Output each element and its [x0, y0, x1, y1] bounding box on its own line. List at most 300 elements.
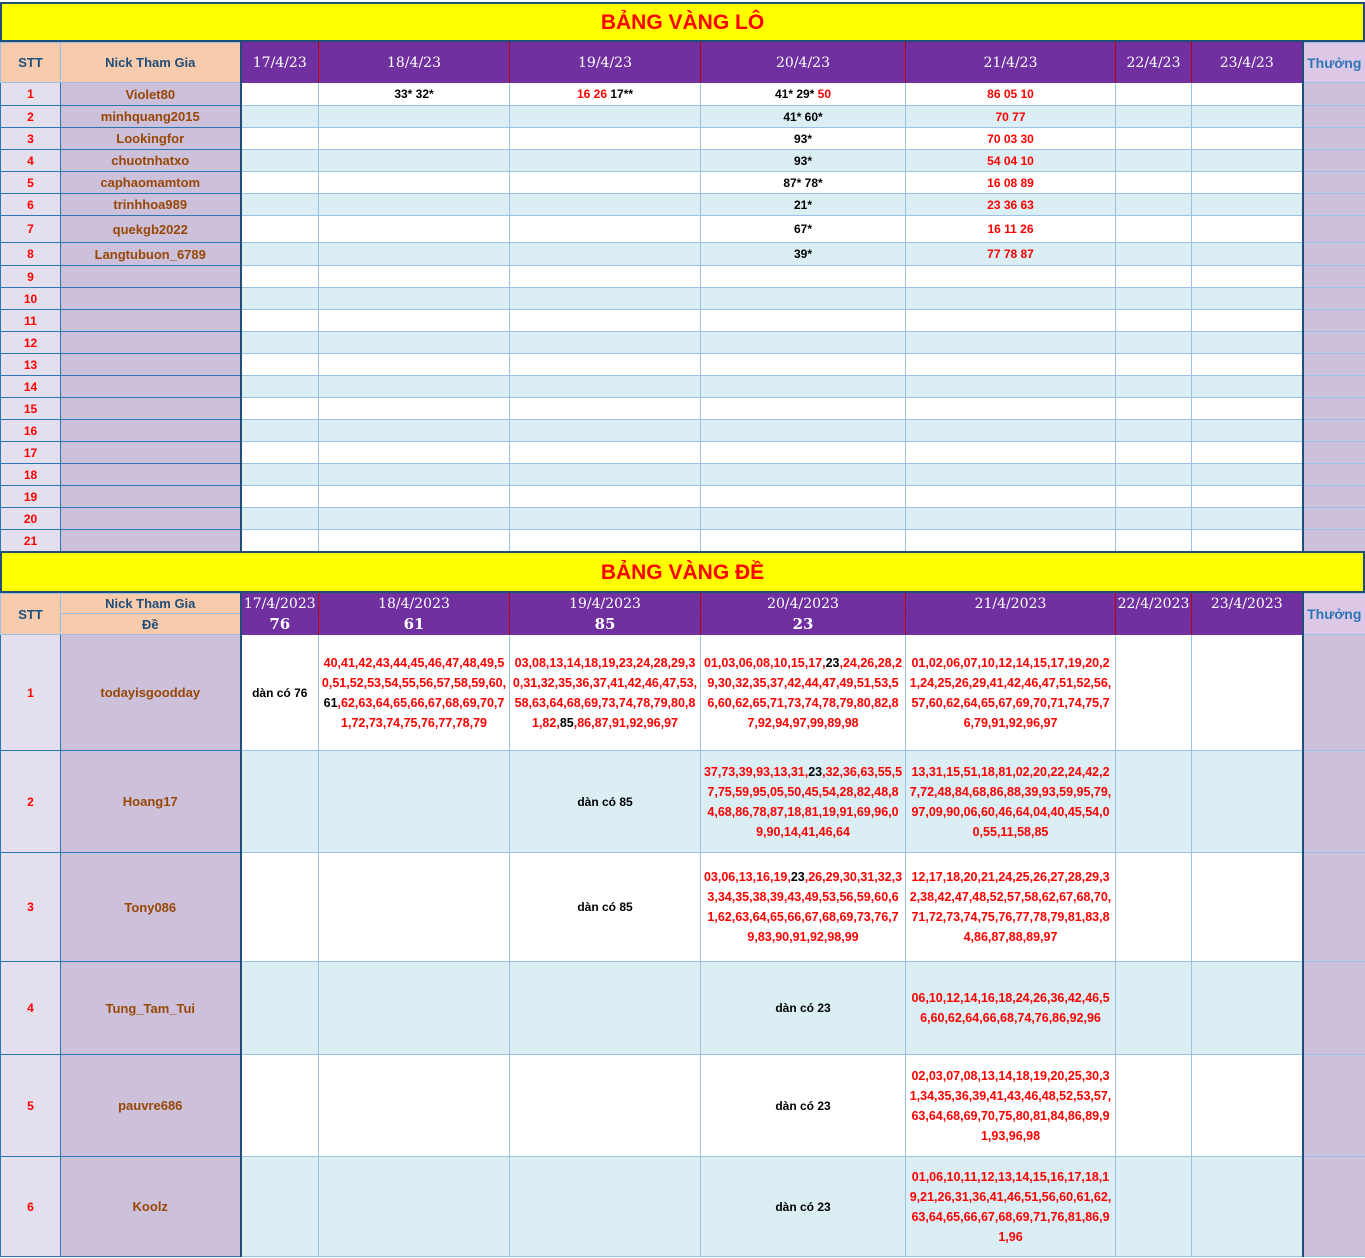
de-thuong-cell[interactable]	[1303, 1157, 1365, 1257]
de-entry-cell[interactable]	[319, 1055, 510, 1157]
de-entry-cell[interactable]	[241, 962, 319, 1055]
de-entry-cell[interactable]	[1116, 635, 1192, 751]
de-entry-text: ,26,29,30,31,32,33,34,35,38,39,43,49,53,56,59,60,61,62,63,64,65,66,67,68,69,73,76,79,83,90,91,92,98,99	[707, 870, 903, 944]
lo-entry-cell[interactable]	[906, 243, 1116, 266]
lo-row	[1, 464, 1365, 486]
lo-entry-cell[interactable]	[510, 150, 701, 172]
lo-entry-cell[interactable]	[906, 508, 1116, 530]
lo-entry-cell[interactable]	[510, 420, 701, 442]
de-label: Đề	[61, 614, 241, 635]
de-result	[906, 614, 1116, 635]
lo-entry-cell[interactable]	[1192, 508, 1303, 530]
de-entry-cell[interactable]	[241, 1055, 319, 1157]
lo-entry-cell[interactable]	[701, 310, 906, 332]
lo-entry-cell[interactable]	[319, 486, 510, 508]
lo-row	[1, 442, 1365, 464]
lo-nick-cell: Violet80	[61, 83, 241, 106]
lo-thuong-cell[interactable]	[1303, 266, 1365, 288]
de-entry-cell[interactable]	[241, 635, 319, 751]
lo-entry-cell[interactable]	[319, 172, 510, 194]
de-entry-text: ,86,87,91,92,96,97	[573, 715, 678, 730]
de-entry-cell[interactable]	[319, 853, 510, 962]
lo-entry-cell[interactable]	[319, 288, 510, 310]
de-entry-text: 23	[790, 870, 805, 884]
lo-entry-cell[interactable]	[241, 194, 319, 216]
lo-entry-cell[interactable]	[1116, 420, 1192, 442]
lo-entry-cell[interactable]	[906, 266, 1116, 288]
de-entry-cell[interactable]	[1116, 751, 1192, 853]
de-entry-cell[interactable]	[510, 751, 701, 853]
de-date-header: 21/4/2023	[906, 594, 1116, 614]
lo-entry-cell[interactable]	[510, 243, 701, 266]
de-entry-cell[interactable]	[241, 1157, 319, 1257]
lo-entry-cell[interactable]	[319, 128, 510, 150]
lo-nick-cell	[61, 288, 241, 310]
lo-stt-cell: 20	[1, 508, 61, 530]
lo-row	[1, 83, 1365, 106]
lo-entry-cell[interactable]	[510, 172, 701, 194]
lo-thuong-cell[interactable]	[1303, 83, 1365, 106]
lo-entry-cell[interactable]	[241, 216, 319, 243]
de-nick-cell: Hoang17	[61, 751, 241, 853]
de-entry-cell[interactable]	[1116, 1157, 1192, 1257]
lo-entry-cell[interactable]	[1116, 398, 1192, 420]
lo-entry-cell[interactable]	[701, 486, 906, 508]
lo-entry-cell[interactable]	[1192, 172, 1303, 194]
lo-entry-cell[interactable]	[1192, 310, 1303, 332]
de-entry-text: 02,03,07,08,13,14,18,19,20,25,30,31,34,35,36,39,41,43,46,48,52,53,57,63,64,68,69,70,75,80,81,84,86,89,91,93,96,98	[909, 1068, 1112, 1143]
lo-entry-cell[interactable]	[1116, 266, 1192, 288]
lo-nick-cell: minhquang2015	[61, 106, 241, 128]
lo-entry-cell[interactable]	[1192, 486, 1303, 508]
lo-entry-cell[interactable]	[241, 266, 319, 288]
lo-nick-cell	[61, 508, 241, 530]
lo-entry-cell[interactable]	[510, 288, 701, 310]
de-entry-cell[interactable]	[510, 962, 701, 1055]
de-stt-cell: 6	[1, 1157, 61, 1257]
lo-nick-cell	[61, 354, 241, 376]
lo-entry-cell[interactable]	[510, 354, 701, 376]
lo-entry-cell[interactable]	[1116, 83, 1192, 106]
lo-entry-cell[interactable]	[906, 83, 1116, 106]
de-entry-cell[interactable]	[701, 853, 906, 962]
lo-date-header: 23/4/23	[1192, 43, 1303, 83]
lo-entry-cell[interactable]	[1116, 288, 1192, 310]
lo-entry-cell[interactable]	[906, 332, 1116, 354]
de-entry-cell[interactable]	[510, 1055, 701, 1157]
lo-entry-cell[interactable]	[241, 354, 319, 376]
de-date-header: 20/4/2023	[701, 594, 906, 614]
lo-entry-cell[interactable]	[701, 106, 906, 128]
lo-row	[1, 486, 1365, 508]
lo-entry-cell[interactable]	[906, 530, 1116, 552]
de-thuong-header: Thưởng	[1303, 594, 1365, 635]
lo-entry-cell[interactable]	[241, 106, 319, 128]
de-stt-cell: 1	[1, 635, 61, 751]
lo-entry-cell[interactable]	[241, 83, 319, 106]
de-stt-cell: 3	[1, 853, 61, 962]
lo-nick-cell: chuotnhatxo	[61, 150, 241, 172]
lo-thuong-cell[interactable]	[1303, 243, 1365, 266]
lo-entry-cell[interactable]	[1192, 288, 1303, 310]
lo-entry-cell[interactable]	[1192, 332, 1303, 354]
lo-thuong-cell[interactable]	[1303, 420, 1365, 442]
lo-entry-cell[interactable]	[1116, 243, 1192, 266]
lo-nick-header: Nick Tham Gia	[61, 43, 241, 83]
lo-entry-cell[interactable]	[1116, 106, 1192, 128]
lo-entry-text: 16 11 26	[987, 222, 1034, 236]
lo-entry-cell[interactable]	[701, 194, 906, 216]
lo-entry-cell[interactable]	[1116, 376, 1192, 398]
lo-entry-cell[interactable]	[701, 216, 906, 243]
de-nick-cell: Tony086	[61, 853, 241, 962]
lo-entry-cell[interactable]	[241, 332, 319, 354]
lo-entry-cell[interactable]	[701, 266, 906, 288]
lo-entry-cell[interactable]	[1192, 83, 1303, 106]
de-entry-cell[interactable]	[906, 635, 1116, 751]
de-entry-cell[interactable]	[1116, 853, 1192, 962]
lo-entry-cell[interactable]	[906, 128, 1116, 150]
de-entry-text: 13,31,15,51,18,81,02,20,22,24,42,27,72,48,84,68,86,88,39,93,59,95,79,97,09,90,06,60,46,64,04,40,45,54,00,55,11,58,85	[909, 764, 1112, 839]
lo-entry-cell[interactable]	[510, 530, 701, 552]
lo-thuong-cell[interactable]	[1303, 172, 1365, 194]
de-row	[1, 751, 1365, 853]
lo-entry-cell[interactable]	[1192, 243, 1303, 266]
lo-entry-cell[interactable]	[1116, 464, 1192, 486]
lo-entry-cell[interactable]	[1192, 442, 1303, 464]
lo-nick-cell: trinhhoa989	[61, 194, 241, 216]
de-entry-text: 61	[323, 695, 338, 710]
lo-entry-cell[interactable]	[906, 150, 1116, 172]
lo-entry-cell[interactable]	[510, 310, 701, 332]
lo-entry-cell[interactable]	[319, 216, 510, 243]
lo-thuong-cell[interactable]	[1303, 530, 1365, 552]
lo-thuong-cell[interactable]	[1303, 464, 1365, 486]
lo-entry-cell[interactable]	[701, 150, 906, 172]
de-entry-cell[interactable]	[701, 1055, 906, 1157]
lo-row	[1, 172, 1365, 194]
de-row	[1, 962, 1365, 1055]
de-entry-cell[interactable]	[1192, 1157, 1303, 1257]
lo-date-header: 18/4/23	[319, 43, 510, 83]
lo-entry-cell[interactable]	[319, 106, 510, 128]
de-entry-cell[interactable]	[701, 962, 906, 1055]
de-entry-cell[interactable]	[1192, 635, 1303, 751]
lo-entry-text: 16 08 89	[987, 175, 1034, 190]
lo-entry-cell[interactable]	[510, 398, 701, 420]
lo-entry-text: 87* 78*	[783, 175, 823, 190]
lo-entry-cell[interactable]	[701, 128, 906, 150]
lo-entry-cell[interactable]	[906, 354, 1116, 376]
de-entry-cell[interactable]	[906, 853, 1116, 962]
de-entry-cell[interactable]	[1116, 1055, 1192, 1157]
lo-entry-cell[interactable]	[319, 420, 510, 442]
lo-entry-cell[interactable]	[906, 194, 1116, 216]
lo-entry-cell[interactable]	[906, 216, 1116, 243]
de-nick-cell: Tung_Tam_Tui	[61, 962, 241, 1055]
de-entry-cell[interactable]	[906, 1157, 1116, 1257]
lo-entry-cell[interactable]	[701, 464, 906, 486]
lo-entry-cell[interactable]	[906, 442, 1116, 464]
lo-entry-cell[interactable]	[510, 508, 701, 530]
lo-entry-cell[interactable]	[241, 398, 319, 420]
de-result: 23	[701, 614, 906, 635]
lo-date-header: 21/4/23	[906, 43, 1116, 83]
lo-nick-cell: Lookingfor	[61, 128, 241, 150]
de-entry-cell[interactable]	[241, 853, 319, 962]
lo-entry-cell[interactable]	[1192, 398, 1303, 420]
lo-entry-cell[interactable]	[319, 310, 510, 332]
lo-entry-cell[interactable]	[241, 508, 319, 530]
lo-nick-cell	[61, 420, 241, 442]
lo-row	[1, 266, 1365, 288]
de-entry-cell[interactable]	[1192, 962, 1303, 1055]
lo-entry-cell[interactable]	[510, 83, 701, 106]
lo-entry-cell[interactable]	[1192, 216, 1303, 243]
lo-entry-cell[interactable]	[1116, 508, 1192, 530]
lo-entry-cell[interactable]	[701, 530, 906, 552]
lo-entry-cell[interactable]	[319, 150, 510, 172]
lo-entry-cell[interactable]	[241, 243, 319, 266]
lo-entry-text: 23 36 63	[987, 197, 1034, 212]
lo-entry-text: 17**	[610, 87, 634, 101]
de-title: BẢNG VÀNG ĐỀ	[0, 551, 1365, 593]
lo-thuong-cell[interactable]	[1303, 376, 1365, 398]
lo-entry-cell[interactable]	[319, 83, 510, 106]
lo-entry-cell[interactable]	[1192, 464, 1303, 486]
de-entry-cell[interactable]	[701, 1157, 906, 1257]
lo-entry-cell[interactable]	[241, 376, 319, 398]
lo-stt-cell: 8	[1, 243, 61, 266]
lo-entry-cell[interactable]	[906, 310, 1116, 332]
lo-stt-cell: 5	[1, 172, 61, 194]
lo-entry-cell[interactable]	[1192, 420, 1303, 442]
lo-stt-cell: 11	[1, 310, 61, 332]
lo-entry-cell[interactable]	[319, 243, 510, 266]
lo-entry-cell[interactable]	[1192, 150, 1303, 172]
de-entry-text: 03,06,13,16,19,	[703, 870, 791, 884]
lo-thuong-cell[interactable]	[1303, 398, 1365, 420]
lo-entry-cell[interactable]	[1192, 106, 1303, 128]
de-date-header: 19/4/2023	[510, 594, 701, 614]
de-entry-cell[interactable]	[319, 751, 510, 853]
lo-entry-cell[interactable]	[906, 464, 1116, 486]
de-entry-cell[interactable]	[701, 635, 906, 751]
lo-row	[1, 128, 1365, 150]
lo-entry-cell[interactable]	[510, 486, 701, 508]
lo-entry-cell[interactable]	[1192, 376, 1303, 398]
lo-entry-cell[interactable]	[701, 420, 906, 442]
de-entry-cell[interactable]	[241, 751, 319, 853]
lo-entry-cell[interactable]	[701, 508, 906, 530]
lo-thuong-cell[interactable]	[1303, 442, 1365, 464]
lo-entry-cell[interactable]	[241, 128, 319, 150]
lo-entry-cell[interactable]	[319, 194, 510, 216]
de-entry-cell[interactable]	[906, 962, 1116, 1055]
lo-entry-cell[interactable]	[701, 354, 906, 376]
lo-stt-cell: 15	[1, 398, 61, 420]
lo-thuong-cell[interactable]	[1303, 486, 1365, 508]
lo-entry-cell[interactable]	[701, 243, 906, 266]
lo-nick-cell	[61, 442, 241, 464]
lo-entry-cell[interactable]	[906, 376, 1116, 398]
lo-entry-cell[interactable]	[510, 464, 701, 486]
de-stt-cell: 2	[1, 751, 61, 853]
de-entry-cell[interactable]	[319, 635, 510, 751]
lo-entry-cell[interactable]	[906, 398, 1116, 420]
lo-entry-cell[interactable]	[510, 216, 701, 243]
lo-entry-cell[interactable]	[1116, 310, 1192, 332]
lo-entry-cell[interactable]	[701, 172, 906, 194]
lo-entry-cell[interactable]	[1116, 442, 1192, 464]
de-entry-cell[interactable]	[906, 1055, 1116, 1157]
lo-entry-cell[interactable]	[906, 288, 1116, 310]
de-entry-text: 85	[559, 715, 574, 730]
lo-entry-cell[interactable]	[241, 310, 319, 332]
lo-thuong-cell[interactable]	[1303, 106, 1365, 128]
lo-entry-cell[interactable]	[701, 376, 906, 398]
de-thuong-cell[interactable]	[1303, 635, 1365, 751]
lo-entry-cell[interactable]	[510, 128, 701, 150]
de-date-header: 23/4/2023	[1192, 594, 1303, 614]
lo-nick-cell: Langtubuon_6789	[61, 243, 241, 266]
lo-entry-cell[interactable]	[510, 376, 701, 398]
lo-nick-cell	[61, 464, 241, 486]
lo-entry-cell[interactable]	[701, 288, 906, 310]
lo-entry-cell[interactable]	[1116, 354, 1192, 376]
lo-entry-cell[interactable]	[510, 332, 701, 354]
lo-entry-cell[interactable]	[241, 172, 319, 194]
lo-thuong-cell[interactable]	[1303, 150, 1365, 172]
lo-entry-cell[interactable]	[319, 530, 510, 552]
lo-entry-cell[interactable]	[906, 420, 1116, 442]
lo-entry-cell[interactable]	[319, 354, 510, 376]
lo-entry-cell[interactable]	[701, 398, 906, 420]
lo-entry-cell[interactable]	[510, 194, 701, 216]
lo-entry-text: 77 78 87	[987, 247, 1034, 261]
de-entry-text: ,32,36,63,55,57,75,59,95,05,50,45,54,28,82,48,84,68,86,78,87,18,81,19,91,69,96,09,90,14,41,46,64	[707, 764, 903, 839]
lo-entry-cell[interactable]	[701, 442, 906, 464]
de-entry-cell[interactable]	[319, 962, 510, 1055]
lo-row	[1, 288, 1365, 310]
lo-nick-cell	[61, 332, 241, 354]
lo-thuong-cell[interactable]	[1303, 332, 1365, 354]
lo-entry-cell[interactable]	[1116, 128, 1192, 150]
lo-entry-cell[interactable]	[319, 442, 510, 464]
de-entry-cell[interactable]	[1116, 962, 1192, 1055]
de-thuong-cell[interactable]	[1303, 1055, 1365, 1157]
lo-entry-cell[interactable]	[510, 106, 701, 128]
lo-row	[1, 420, 1365, 442]
lo-entry-text: 33* 32*	[394, 87, 434, 101]
lo-entry-cell[interactable]	[241, 486, 319, 508]
lo-date-header: 17/4/23	[241, 43, 319, 83]
lo-entry-cell[interactable]	[1192, 266, 1303, 288]
lo-thuong-cell[interactable]	[1303, 128, 1365, 150]
lo-entry-text: 93*	[793, 153, 813, 168]
lo-stt-cell: 9	[1, 266, 61, 288]
lo-entry-cell[interactable]	[1116, 194, 1192, 216]
de-row	[1, 1157, 1365, 1257]
lo-entry-cell[interactable]	[510, 266, 701, 288]
lo-nick-cell	[61, 310, 241, 332]
lo-entry-cell[interactable]	[1116, 530, 1192, 552]
lo-date-header: 19/4/23	[510, 43, 701, 83]
lo-stt-cell: 19	[1, 486, 61, 508]
lo-entry-cell[interactable]	[241, 464, 319, 486]
lo-entry-cell[interactable]	[241, 530, 319, 552]
lo-entry-cell[interactable]	[1116, 172, 1192, 194]
lo-entry-cell[interactable]	[319, 398, 510, 420]
lo-stt-cell: 16	[1, 420, 61, 442]
lo-thuong-cell[interactable]	[1303, 310, 1365, 332]
lo-thuong-cell[interactable]	[1303, 288, 1365, 310]
de-result: 76	[241, 614, 319, 635]
de-entry-cell[interactable]	[1192, 1055, 1303, 1157]
lo-entry-cell[interactable]	[1116, 216, 1192, 243]
lo-entry-cell[interactable]	[319, 464, 510, 486]
lo-thuong-cell[interactable]	[1303, 216, 1365, 243]
lo-stt-cell: 3	[1, 128, 61, 150]
de-entry-cell[interactable]	[701, 751, 906, 853]
lo-entry-cell[interactable]	[906, 172, 1116, 194]
lo-entry-cell[interactable]	[241, 288, 319, 310]
lo-row	[1, 194, 1365, 216]
lo-entry-cell[interactable]	[319, 266, 510, 288]
lo-entry-cell[interactable]	[241, 150, 319, 172]
lo-entry-cell[interactable]	[1116, 486, 1192, 508]
lo-entry-cell[interactable]	[510, 442, 701, 464]
lo-entry-cell[interactable]	[1192, 530, 1303, 552]
lo-entry-cell[interactable]	[1192, 354, 1303, 376]
lo-entry-cell[interactable]	[1192, 194, 1303, 216]
de-entry-cell[interactable]	[319, 1157, 510, 1257]
de-entry-cell[interactable]	[510, 635, 701, 751]
lo-entry-cell[interactable]	[701, 332, 906, 354]
lo-entry-cell[interactable]	[701, 83, 906, 106]
lo-entry-cell[interactable]	[906, 486, 1116, 508]
lo-entry-cell[interactable]	[319, 332, 510, 354]
lo-entry-cell[interactable]	[319, 508, 510, 530]
de-entry-cell[interactable]	[906, 751, 1116, 853]
de-entry-text: 01,06,10,11,12,13,14,15,16,17,18,19,21,26,31,36,41,46,51,56,60,61,62,63,64,65,66,67,68,69,71,76,81,86,91,96	[909, 1169, 1112, 1244]
de-nick-header: Nick Tham Gia	[61, 594, 241, 614]
lo-stt-cell: 14	[1, 376, 61, 398]
de-thuong-cell[interactable]	[1303, 853, 1365, 962]
de-nick-cell: todayisgoodday	[61, 635, 241, 751]
lo-entry-cell[interactable]	[1192, 128, 1303, 150]
de-entry-text: dàn có 23	[775, 1199, 831, 1214]
de-entry-text: dàn có 85	[577, 794, 633, 809]
lo-entry-cell[interactable]	[241, 442, 319, 464]
de-entry-cell[interactable]	[1192, 853, 1303, 962]
de-entry-cell[interactable]	[510, 1157, 701, 1257]
lo-entry-cell[interactable]	[906, 106, 1116, 128]
lo-entry-cell[interactable]	[241, 420, 319, 442]
de-entry-text: 03,08,13,14,18,19,23,24,28,29,30,31,32,35,36,37,41,42,46,47,53,58,63,64,68,69,73,74,78,79,80,81,82,	[512, 655, 698, 730]
lo-entry-cell[interactable]	[319, 376, 510, 398]
lo-thuong-cell[interactable]	[1303, 194, 1365, 216]
lo-entry-cell[interactable]	[1116, 332, 1192, 354]
de-entry-cell[interactable]	[1192, 751, 1303, 853]
lo-thuong-cell[interactable]	[1303, 354, 1365, 376]
lo-stt-cell: 6	[1, 194, 61, 216]
de-entry-cell[interactable]	[510, 853, 701, 962]
de-thuong-cell[interactable]	[1303, 751, 1365, 853]
de-thuong-cell[interactable]	[1303, 962, 1365, 1055]
lo-thuong-cell[interactable]	[1303, 508, 1365, 530]
lo-entry-cell[interactable]	[1116, 150, 1192, 172]
